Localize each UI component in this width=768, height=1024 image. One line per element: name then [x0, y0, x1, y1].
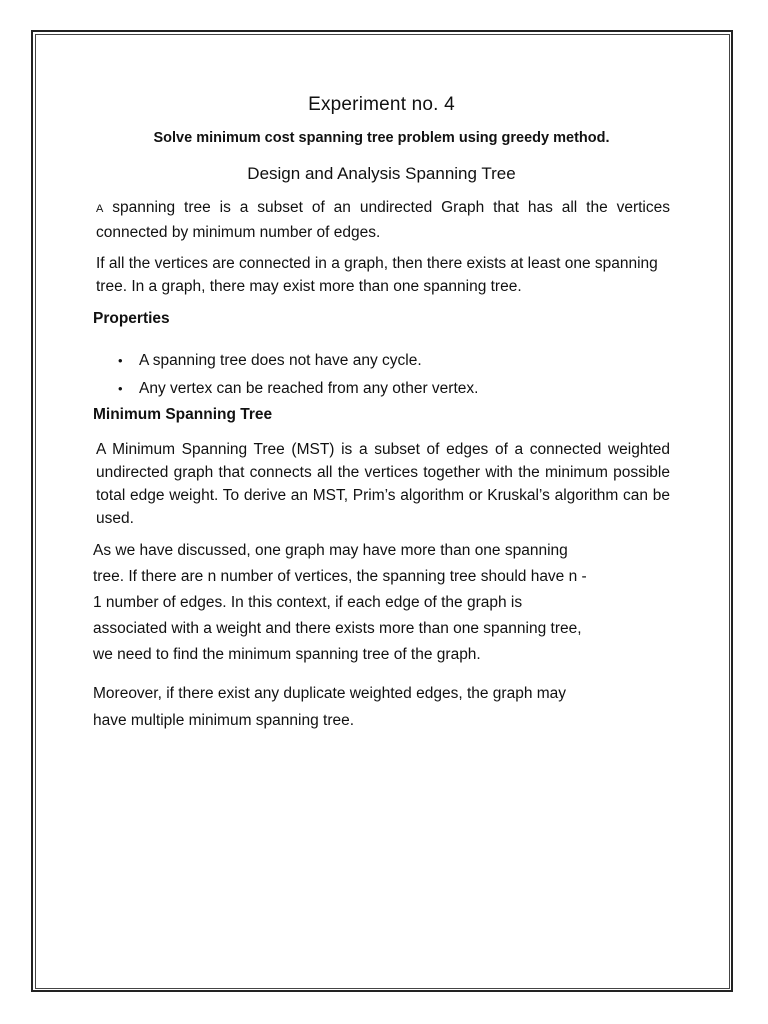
experiment-subtitle: Solve minimum cost spanning tree problem using greedy method.	[153, 130, 610, 146]
intro-paragraph	[93, 196, 670, 244]
properties-list	[93, 347, 670, 403]
experiment-title: Experiment no. 4	[308, 94, 455, 115]
properties-heading: Properties	[93, 310, 170, 327]
text-line: associated with a weight and there exists more than one spanning tree,	[93, 620, 582, 637]
text-line: As we have discussed, one graph may have more than one spanning	[93, 542, 568, 559]
text-line: have multiple minimum spanning tree.	[93, 712, 355, 729]
final-paragraph	[93, 680, 670, 734]
text-line: Moreover, if there exist any duplicate weighted edges, the graph may	[93, 685, 567, 702]
mst-heading: Minimum Spanning Tree	[93, 406, 273, 423]
text-line: tree. If there are n number of vertices, the spanning tree should have n -	[93, 568, 587, 585]
intro-text: spanning tree is a subset of an undirected Graph that has all the vertices connected by minimum number of edges.	[96, 199, 670, 241]
intro-paragraph-2: If all the vertices are connected in a graph, then there exists at least one spanning tree. In a graph, there may exist more than one spanning tree.	[96, 255, 658, 295]
text-line: 1 number of edges. In this context, if each edge of the graph is	[93, 594, 523, 611]
text-line: we need to find the minimum spanning tree of the graph.	[93, 646, 481, 663]
document-body	[93, 94, 670, 734]
discussion-paragraph	[93, 538, 670, 668]
intro-first-letter: A	[96, 203, 104, 215]
list-item: • A spanning tree does not have any cycle.	[139, 347, 670, 375]
list-item: • Any vertex can be reached from any other vertex.	[139, 375, 670, 403]
section-title: Design and Analysis Spanning Tree	[247, 164, 516, 183]
mst-paragraph: A Minimum Spanning Tree (MST) is a subset of edges of a connected weighted undirected graph that connects all the vertices together with the minimum possible total edge weight. To derive an MST, Prim’s algorithm or Kruskal’s algorithm can be used.	[96, 441, 670, 527]
